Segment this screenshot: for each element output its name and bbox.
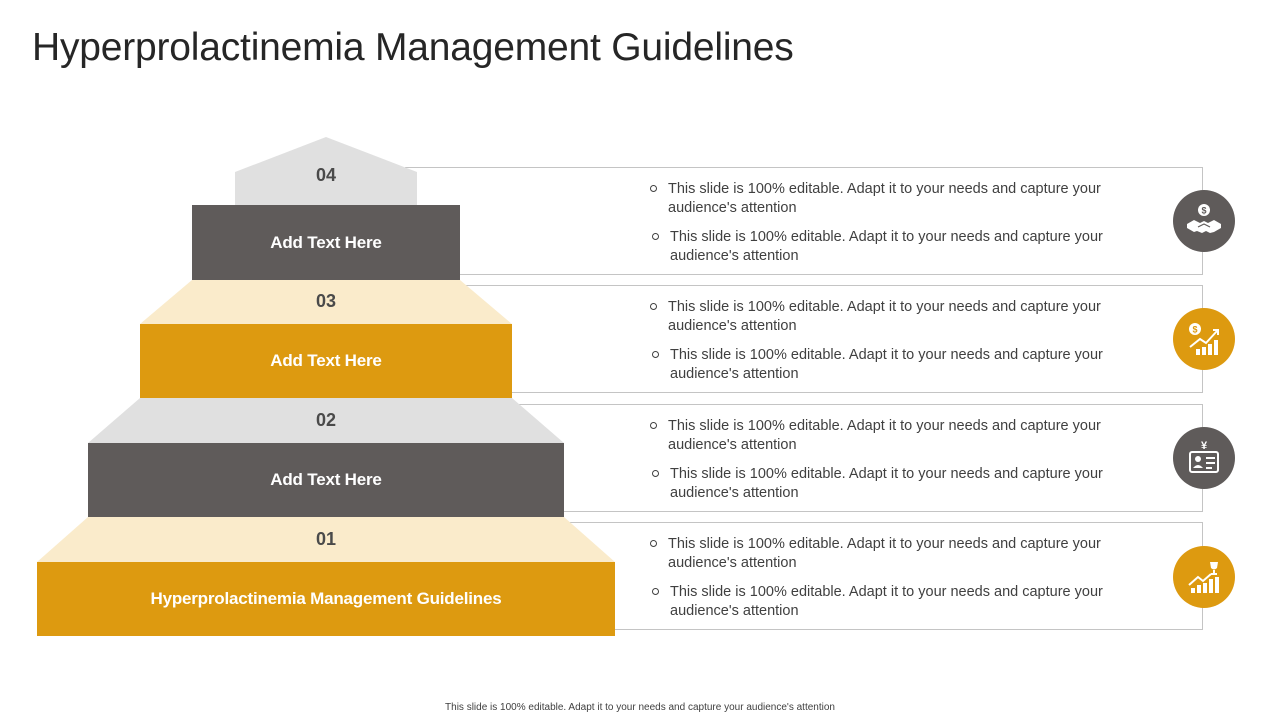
handshake-dollar-icon bbox=[1173, 190, 1235, 252]
tier-04-bullet-2: This slide is 100% editable. Adapt it to your needs and capture your audience's attention bbox=[652, 228, 1160, 266]
tier-01-bullet-1: This slide is 100% editable. Adapt it to your needs and capture your audience's attention bbox=[650, 535, 1158, 573]
bullet-circle-icon bbox=[650, 540, 657, 547]
tier-04-label: Add Text Here bbox=[270, 232, 382, 252]
tier-03-bullet-2: This slide is 100% editable. Adapt it to your needs and capture your audience's attention bbox=[652, 346, 1160, 384]
tier-02-label: Add Text Here bbox=[270, 470, 382, 489]
tier-03-bullet-1: This slide is 100% editable. Adapt it to your needs and capture your audience's attention bbox=[650, 298, 1158, 336]
tier-02-number: 02 bbox=[315, 410, 337, 430]
bullet-circle-icon bbox=[652, 470, 659, 477]
bullet-circle-icon bbox=[652, 588, 659, 595]
tier-04-number: 04 bbox=[315, 165, 337, 185]
tier-02-bullet-1: This slide is 100% editable. Adapt it to your needs and capture your audience's attention bbox=[650, 417, 1158, 455]
bullet-circle-icon bbox=[650, 185, 657, 192]
yen-id-card-icon bbox=[1173, 427, 1235, 489]
bullet-circle-icon bbox=[650, 422, 657, 429]
tier-02-bullet-2: This slide is 100% editable. Adapt it to your needs and capture your audience's attention bbox=[652, 465, 1160, 503]
tier-01-number: 01 bbox=[315, 529, 337, 549]
tier-03-label: Add Text Here bbox=[270, 351, 382, 370]
tier-01-bullet-2: This slide is 100% editable. Adapt it to your needs and capture your audience's attention bbox=[652, 583, 1160, 621]
bullet-circle-icon bbox=[650, 303, 657, 310]
bullet-circle-icon bbox=[652, 351, 659, 358]
tier-04-bullet-1: This slide is 100% editable. Adapt it to your needs and capture your audience's attention bbox=[650, 180, 1158, 218]
trophy-growth-chart-icon bbox=[1173, 546, 1235, 608]
svg-text:$: $ bbox=[1192, 324, 1198, 335]
bullet-circle-icon bbox=[652, 233, 659, 240]
tier-01-label: Hyperprolactinemia Management Guidelines bbox=[150, 589, 502, 608]
dollar-growth-chart-icon bbox=[1173, 308, 1235, 370]
svg-text:¥: ¥ bbox=[1200, 440, 1208, 452]
page-title: Hyperprolactinemia Management Guidelines bbox=[32, 26, 794, 69]
footer-note: This slide is 100% editable. Adapt it to your needs and capture your audience's attention bbox=[445, 702, 835, 713]
tier-03-number: 03 bbox=[315, 291, 337, 311]
svg-text:$: $ bbox=[1201, 205, 1207, 216]
